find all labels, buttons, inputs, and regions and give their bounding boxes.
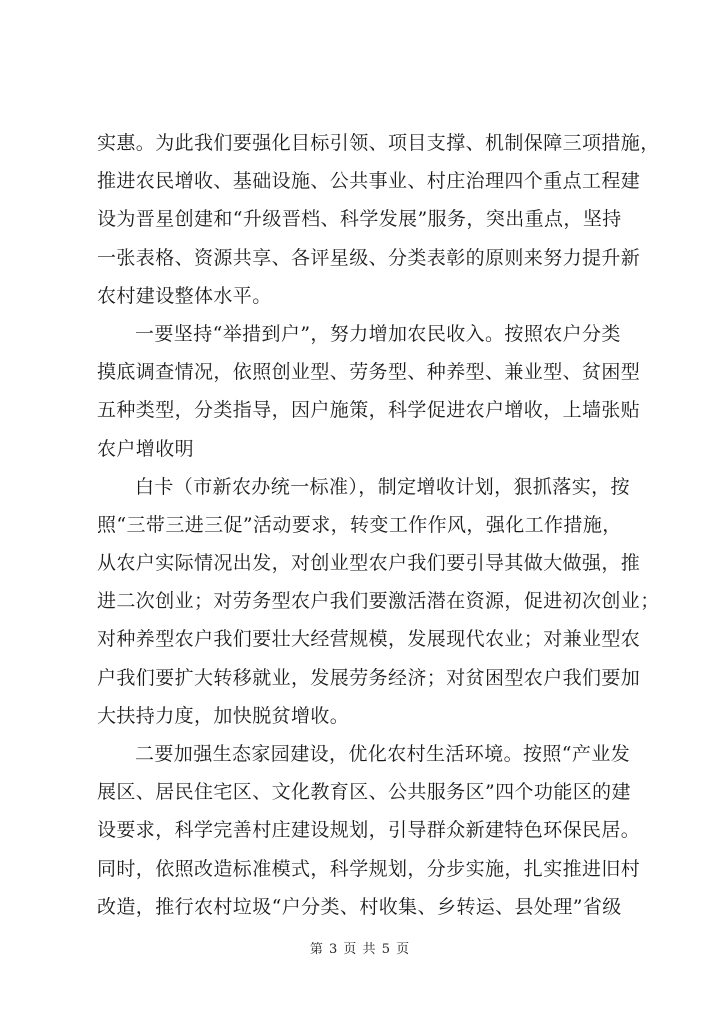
paragraph-start-line: 二要加强生态家园建设，优化农村生活环境。按照“产业发 [135,743,631,765]
text-line: 农户增收明 [97,437,195,460]
text-line: 大扶持力度，加快脱贫增收。 [97,704,350,727]
text-line: 从农户实际情况出发，对创业型农户我们要引导其做大做强，推 [97,552,641,575]
text-line: 摸底调查情况，依照创业型、劳务型、种养型、兼业型、贫困型 [97,361,641,384]
text-line: 农村建设整体水平。 [97,284,272,307]
text-line: 展区、居民住宅区、文化教育区、公共服务区”四个功能区的建 [97,781,631,804]
text-line: 改造，推行农村垃圾“户分类、村收集、乡转运、县处理”省级 [97,895,622,918]
text-line: 设为晋星创建和“升级晋档、科学发展”服务，突出重点，坚持 [97,208,622,231]
text-line: 五种类型，分类指导，因户施策，科学促进农户增收，上墙张贴 [97,399,641,422]
text-line: 实惠。为此我们要强化目标引领、项目支撑、机制保障三项措施， [97,132,660,154]
text-line: 照“三带三进三促”活动要求，转变工作作风，强化工作措施， [97,513,622,536]
text-line: 推进农民增收、基础设施、公共事业、村庄治理四个重点工程建 [97,170,641,193]
text-line: 设要求，科学完善村庄建设规划，引导群众新建特色环保民居。 [97,819,641,842]
text-line: 同时，依照改造标准模式，科学规划，分步实施，扎实推进旧村 [97,857,641,880]
text-line: 对种养型农户我们要壮大经营规模，发展现代农业；对兼业型农 [97,628,641,651]
document-body [97,124,660,926]
page-number-footer: 第 3 页 共 5 页 [309,942,411,957]
paragraph-start-line: 一要坚持“举措到户”，努力增加农民收入。按照农户分类 [135,322,621,345]
text-line: 户我们要扩大转移就业，发展劳务经济；对贫困型农户我们要加 [97,666,641,689]
paragraph-start-line: 白卡（市新农办统一标准），制定增收计划，狠抓落实，按 [135,475,630,498]
text-line: 一张表格、资源共享、各评星级、分类表彰的原则来努力提升新 [97,246,641,269]
text-line: 进二次创业；对劳务型农户我们要激活潜在资源，促进初次创业； [97,590,660,613]
